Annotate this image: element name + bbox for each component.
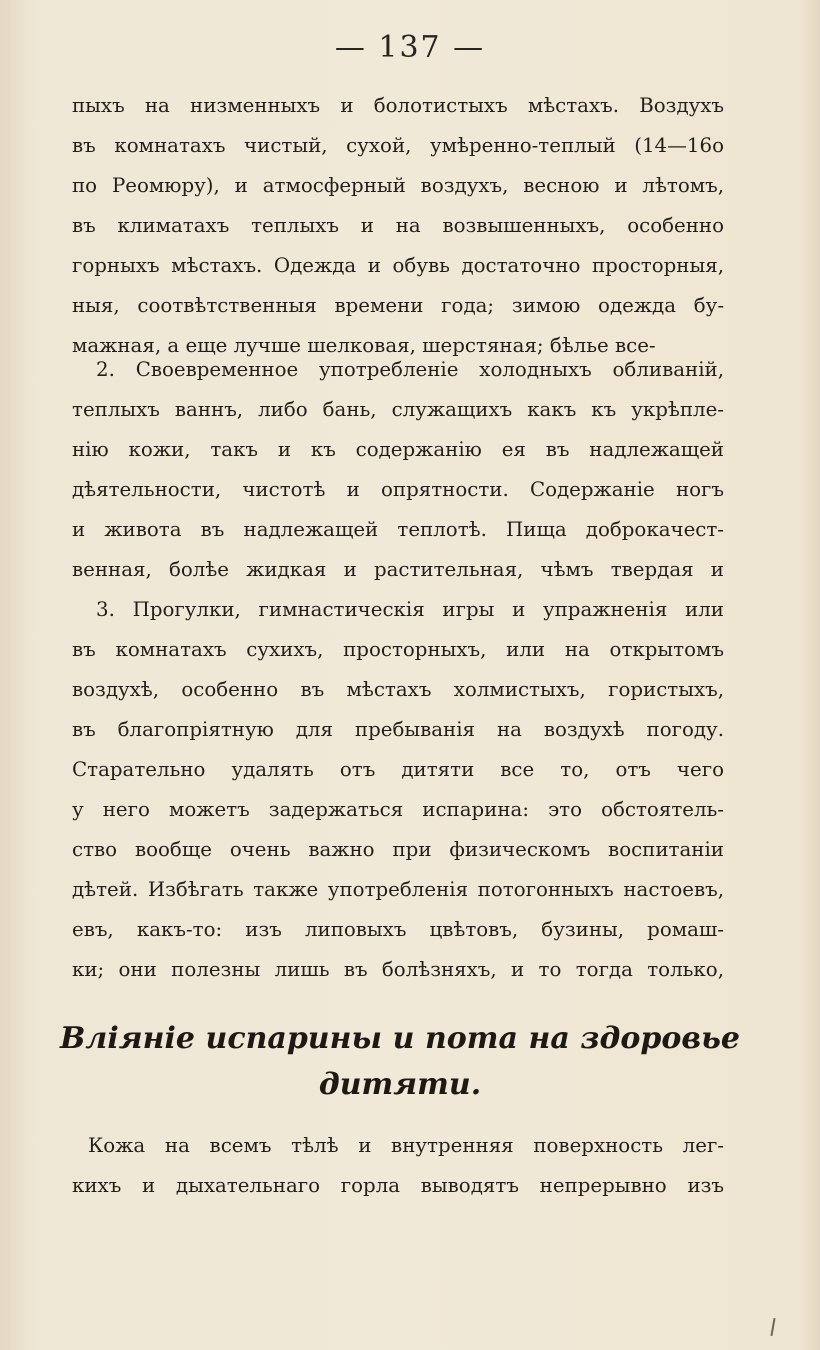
text-line: пыхъ на низменныхъ и болотистыхъ мѣстахъ. Воздухъ — [72, 94, 724, 117]
page-number: — 137 — — [334, 30, 486, 65]
text-line: нію кожи, такъ и къ содержанію ея въ надлежащей — [72, 438, 724, 461]
paragraph-4 — [72, 1126, 724, 1206]
text-line: въ комнатахъ сухихъ, просторныхъ, или на открытомъ — [72, 638, 724, 661]
section-heading-line-2: дитяти. — [318, 1067, 482, 1102]
text-line: кихъ и дыхательнаго горла выводятъ непрерывно изъ — [72, 1174, 724, 1197]
text-line: ки; они полезны лишь въ болѣзняхъ, и то тогда только, — [72, 958, 724, 981]
paragraph-2 — [72, 350, 724, 590]
text-line: Кожа на всемъ тѣлѣ и внутренняя поверхность лег- — [88, 1134, 724, 1157]
text-line: дѣятельности, чистотѣ и опрятности. Содержаніе ногъ — [72, 478, 724, 501]
paragraph-3 — [72, 590, 724, 990]
text-line: 2. Своевременное употребленіе холодныхъ обливаній, — [96, 358, 724, 381]
text-line: воздухѣ, особенно въ мѣстахъ холмистыхъ, гористыхъ, — [72, 678, 724, 701]
text-line: теплыхъ ваннъ, либо бань, служащихъ какъ къ укрѣпле- — [72, 398, 724, 421]
text-line: евъ, какъ-то: изъ липовыхъ цвѣтовъ, бузины, ромаш- — [72, 918, 724, 941]
text-line: въ благопріятную для пребыванія на воздухѣ погоду. — [72, 718, 724, 741]
text-line: 3. Прогулки, гимнастическія игры и упражненія или — [96, 598, 724, 621]
section-heading — [60, 1016, 740, 1108]
section-heading-line-1: Вліяніе испарины и пота на здоровье — [60, 1021, 740, 1056]
text-line: Старательно удалять отъ дитяти все то, отъ чего — [72, 758, 724, 781]
text-line: ныя, соотвѣтственныя времени года; зимою одежда бу- — [72, 294, 724, 317]
text-line: въ комнатахъ чистый, сухой, умѣренно-теплый (14—16о — [72, 134, 724, 157]
text-line: въ климатахъ теплыхъ и на возвышенныхъ, особенно — [72, 214, 724, 237]
paragraph-continuation — [72, 86, 724, 366]
text-line: и живота въ надлежащей теплотѣ. Пища доброкачест- — [72, 518, 724, 541]
text-line: мажная, а еще лучше шелковая, шерстяная; бѣлье все- — [72, 334, 656, 357]
text-line: по Реомюру), и атмосферный воздухъ, весною и лѣтомъ, — [72, 174, 724, 197]
text-line: у него можетъ задержаться испарина: это обстоятель- — [72, 798, 724, 821]
text-line: ство вообще очень важно при физическомъ воспитаніи — [72, 838, 724, 861]
text-line: венная, болѣе жидкая и растительная, чѣмъ твердая и — [72, 558, 724, 581]
text-line: дѣтей. Избѣгать также употребленія потогонныхъ настоевъ, — [72, 878, 724, 901]
page-mark — [770, 1318, 775, 1336]
text-line: горныхъ мѣстахъ. Одежда и обувь достаточно просторныя, — [72, 254, 724, 277]
